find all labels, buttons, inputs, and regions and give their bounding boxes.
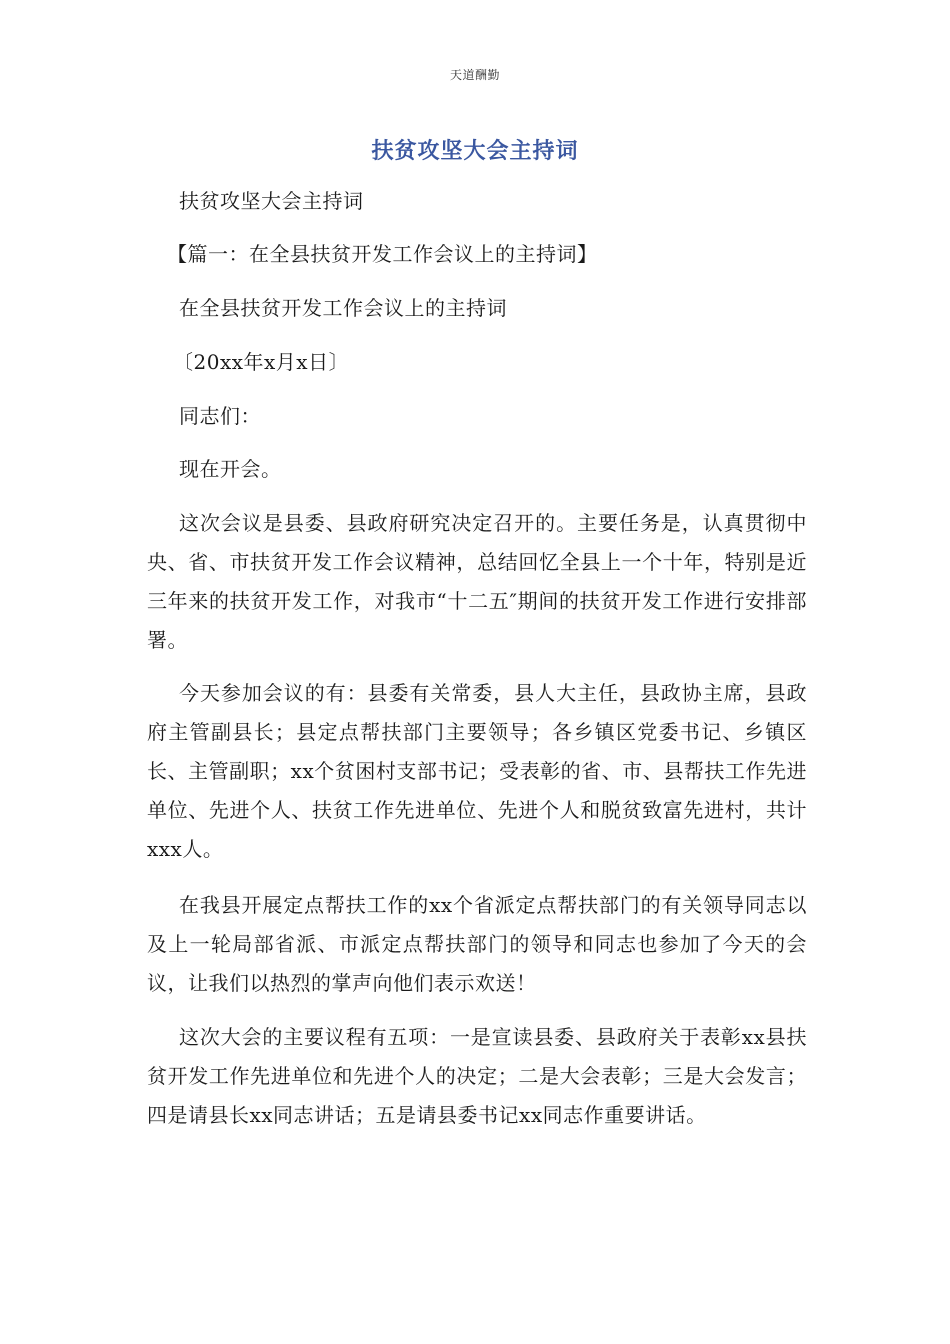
paragraph-attendees xyxy=(147,674,807,869)
paragraph-greeting xyxy=(147,397,807,436)
paragraph-text: 这次大会的主要议程有五项：一是宣读县委、县政府关于表彰xx县扶贫开发工作先进单位和先进个人的决定；二是大会表彰；三是大会发言；四是请县长xx同志讲话；五是请县委书记xx同志作重要讲话。 xyxy=(147,1025,807,1127)
paragraph-text: 【篇一：在全县扶贫开发工作会议上的主持词】 xyxy=(167,242,598,266)
paragraph-text: 同志们： xyxy=(179,404,261,428)
paragraph-text: 扶贫攻坚大会主持词 xyxy=(179,189,364,213)
paragraph-text: 在全县扶贫开发工作会议上的主持词 xyxy=(179,296,507,320)
paragraph-subtitle xyxy=(147,182,807,221)
paragraph-date xyxy=(147,343,807,382)
paragraph-meeting-purpose xyxy=(147,504,807,660)
paragraph-text: 这次会议是县委、县政府研究决定召开的。主要任务是，认真贯彻中央、省、市扶贫开发工作会议精神，总结回忆全县上一个十年，特别是近三年来的扶贫开发工作，对我市“十二五″期间的扶贫开发工作进行安排部署。 xyxy=(147,511,807,652)
paragraph-text: 在我县开展定点帮扶工作的xx个省派定点帮扶部门的有关领导同志以及上一轮局部省派、市派定点帮扶部门的领导和同志也参加了今天的会议，让我们以热烈的掌声向他们表示欢送！ xyxy=(147,893,807,995)
paragraph-welcome xyxy=(147,886,807,1003)
paragraph-text: 现在开会。 xyxy=(179,457,282,481)
paragraph-agenda xyxy=(147,1018,807,1135)
document-title: 扶贫攻坚大会主持词 xyxy=(371,139,579,164)
paragraph-speech-title xyxy=(147,289,807,328)
paragraph-section-heading xyxy=(147,235,807,274)
paragraph-opening xyxy=(147,450,807,489)
page-header: 天道酬勤 xyxy=(449,68,500,82)
paragraph-text: 今天参加会议的有：县委有关常委，县人大主任，县政协主席，县政府主管副县长；县定点帮扶部门主要领导；各乡镇区党委书记、乡镇区长、主管副职；xx个贫困村支部书记；受表彰的省、市、县帮扶工作先进单位、先进个人、扶贫工作先进单位、先进个人和脱贫致富先进村，共计xxx人。 xyxy=(147,681,807,861)
paragraph-text: 〔20xx年x月x日〕 xyxy=(173,350,350,374)
